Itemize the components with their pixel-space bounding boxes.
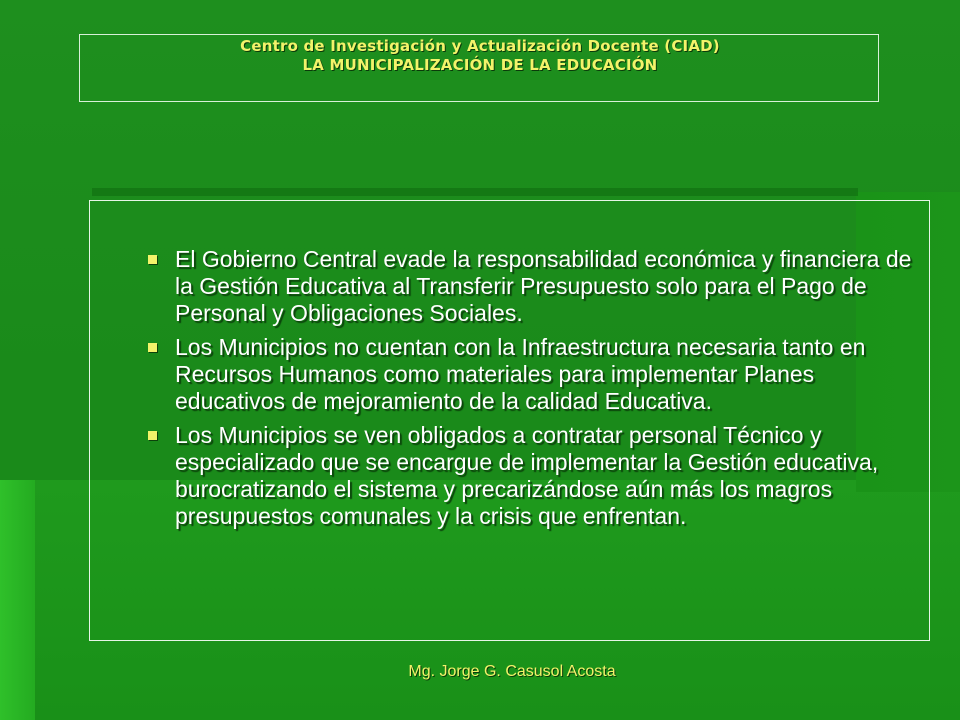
bullet-list [145,246,930,537]
header-institution: Centro de Investigación y Actualización Docente (CIAD) [240,37,720,55]
bullet-text: Los Municipios se ven obligados a contratar personal Técnico y especializado que se encargue de implementar la Gestión educativa, burocratizando el sistema y precarizándose aún más los magros presupuestos comunales y la crisis que enfrentan. [175,422,879,529]
decorative-left-panel [0,480,40,720]
bullet-text: El Gobierno Central evade la responsabilidad económica y financiera de la Gestión Educativa al Transferir Presupuesto solo para el Pago de Personal y Obligaciones Sociales. [175,246,912,326]
bullet-text: Los Municipios no cuentan con la Infraestructura necesaria tanto en Recursos Humanos como materiales para implementar Planes educativos de mejoramiento de la calidad Educativa. [175,334,866,414]
footer-author: Mg. Jorge G. Casusol Acosta [408,663,616,680]
square-bullet-icon [148,255,157,264]
bullet-item [145,334,930,415]
square-bullet-icon [148,431,157,440]
bullet-item [145,422,930,530]
slide-title: LA MUNICIPALIZACIÓN DE LA EDUCACIÓN [302,56,658,74]
decorative-shadow [92,188,858,196]
bullet-item [145,246,930,327]
square-bullet-icon [148,343,157,352]
